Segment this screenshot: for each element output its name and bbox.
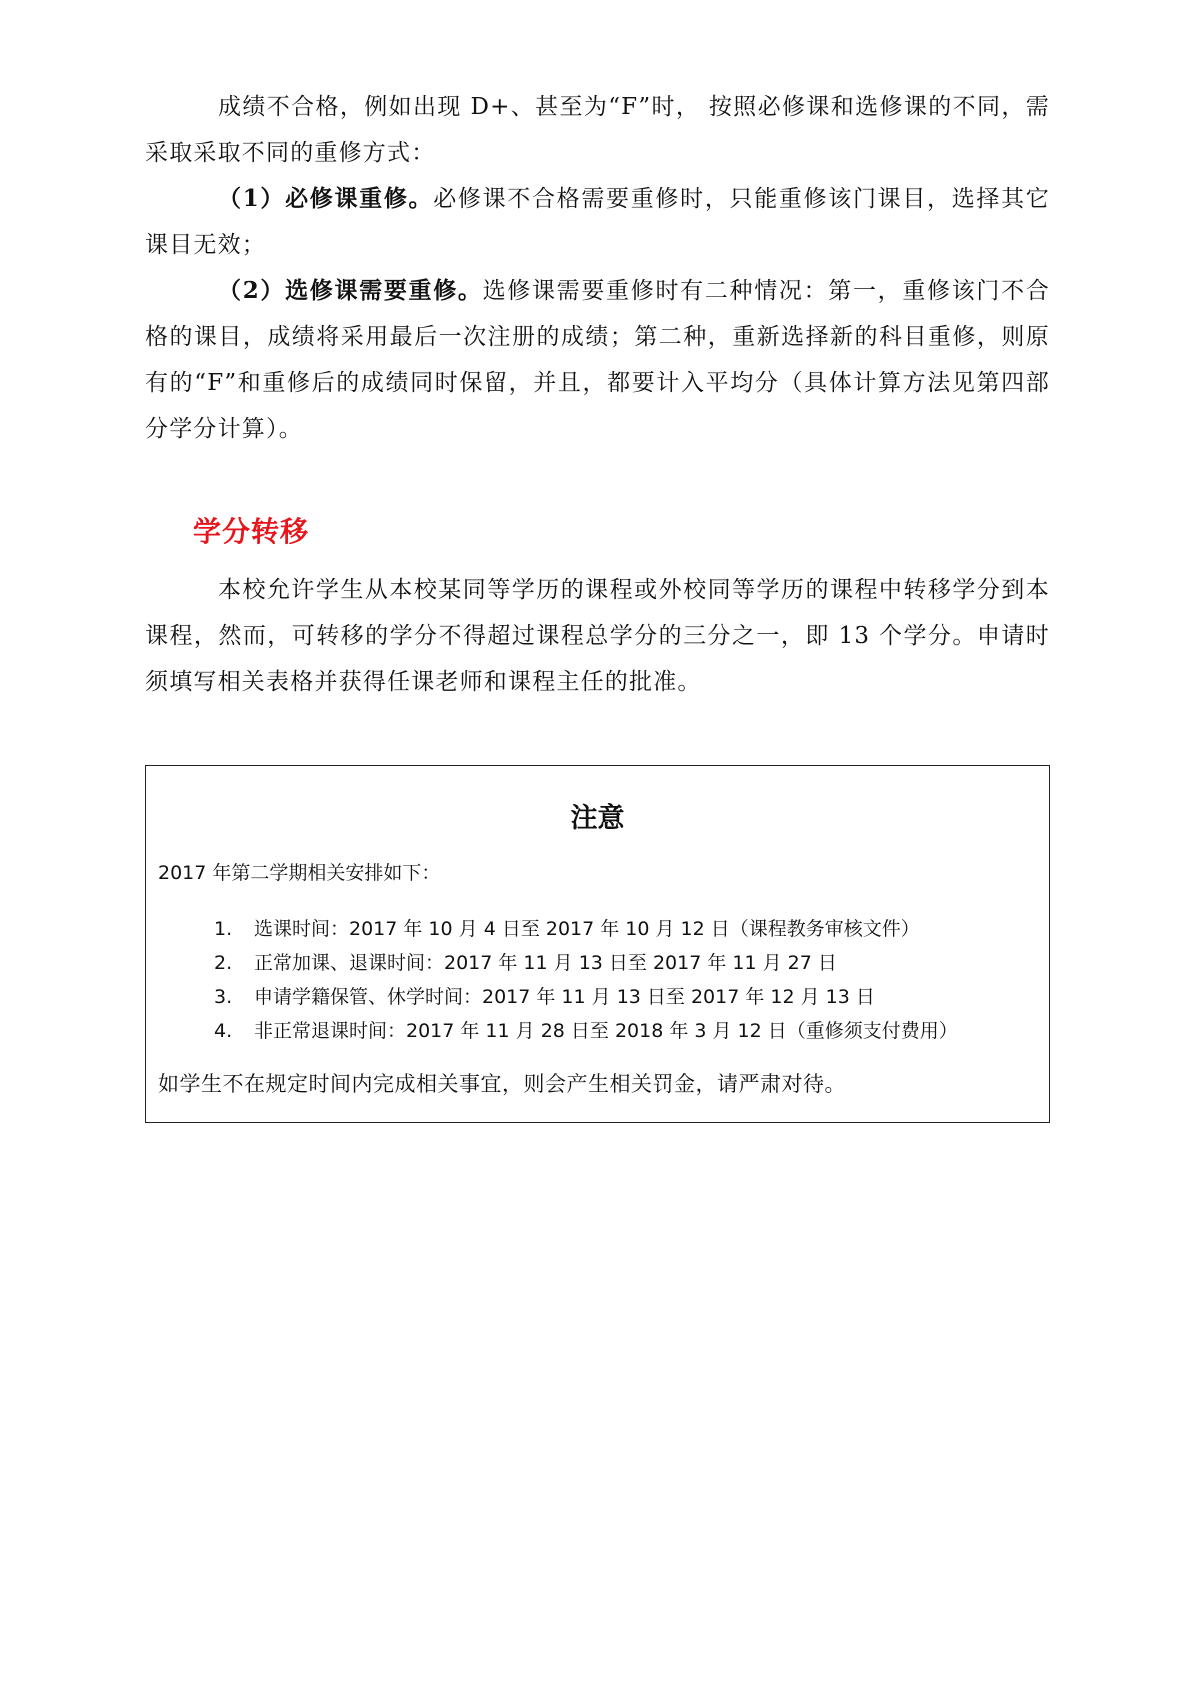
elective-course-text: 选修课需要重修时有二种情况：第一，重修该门不合格的课目，成绩将采用最后一次注册的成绩；第二种，重新选择新的科目重修，则原有的“F”和重修后的成绩同时保留，并且，都要计入平均分（具体计算方法见第四部分学分计算）。 [145, 278, 1050, 442]
list-item-number: 3. [214, 986, 233, 1008]
credit-transfer-paragraph: 本校允许学生从本校某同等学历的课程或外校同等学历的课程中转移学分到本课程，然而，可转移的学分不得超过课程总学分的三分之一，即 13 个学分。申请时须填写相关表格并获得任课老师和课程主任的批准。 [145, 577, 1050, 695]
list-item-text: 申请学籍保管、休学时间：2017 年 11 月 13 日至 2017 年 12 月 13 日 [254, 986, 875, 1008]
list-item-text: 正常加课、退课时间：2017 年 11 月 13 日至 2017 年 11 月 27 日 [254, 952, 837, 974]
notice-title: 注意 [570, 803, 625, 834]
list-item-number: 4. [214, 1020, 233, 1042]
elective-course-paragraph [145, 268, 1050, 452]
list-item [214, 980, 958, 1014]
list-item-number: 1. [214, 918, 233, 940]
credit-transfer-heading: 学分转移 [193, 515, 310, 548]
list-item [214, 946, 958, 980]
required-course-paragraph [145, 176, 1050, 268]
failing-grade-paragraph: 成绩不合格，例如出现 D+、甚至为“F”时， 按照必修课和选修课的不同，需采取采取不同的重修方式： [145, 94, 1050, 166]
list-item [214, 1014, 958, 1048]
notice-intro: 2017 年第二学期相关安排如下： [158, 862, 441, 884]
required-course-text: 必修课不合格需要重修时，只能重修该门课目，选择其它课目无效； [145, 186, 1050, 258]
list-item [214, 912, 958, 946]
notice-schedule-list [214, 912, 958, 1048]
required-course-heading: （1）必修课重修。 [218, 185, 434, 212]
notice-box [145, 765, 1050, 1123]
list-item-number: 2. [214, 952, 233, 974]
list-item-text: 选课时间：2017 年 10 月 4 日至 2017 年 10 月 12 日（课程教务审核文件） [254, 918, 920, 940]
list-item-text: 非正常退课时间：2017 年 11 月 28 日至 2018 年 3 月 12 日（重修须支付费用） [254, 1020, 958, 1042]
elective-course-heading: （2）选修课需要重修。 [218, 277, 483, 304]
notice-footer: 如学生不在规定时间内完成相关事宜，则会产生相关罚金，请严肃对待。 [158, 1072, 846, 1096]
